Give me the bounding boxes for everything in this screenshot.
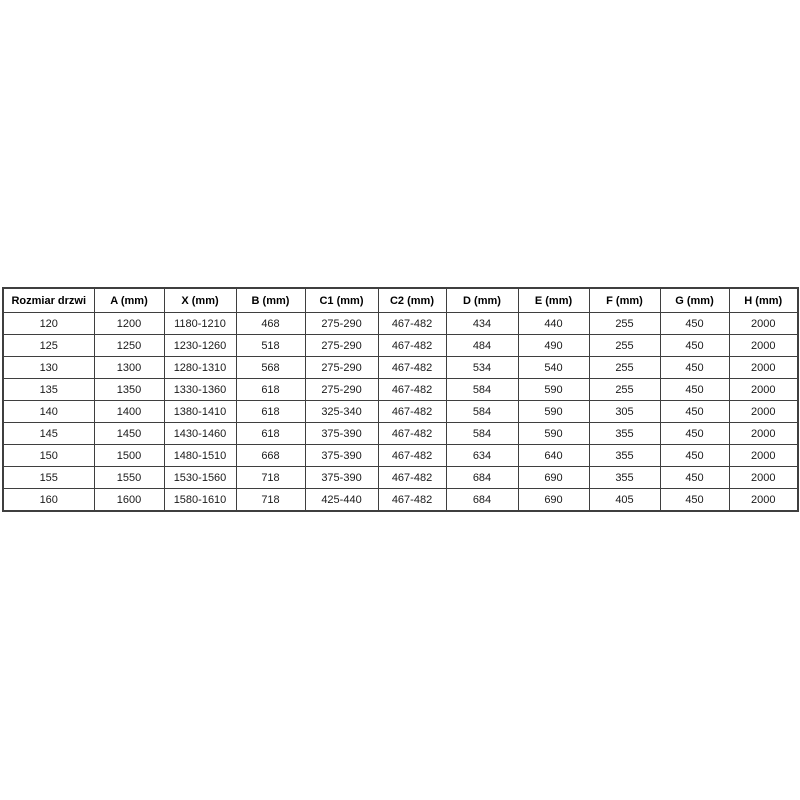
header-cell: E (mm) xyxy=(518,288,589,313)
table-cell: 255 xyxy=(589,313,660,335)
table-cell: 584 xyxy=(446,401,518,423)
table-cell: 2000 xyxy=(729,357,798,379)
table-row xyxy=(3,379,798,401)
table-cell: 467-482 xyxy=(378,467,446,489)
table-cell: 130 xyxy=(3,357,94,379)
table-cell: 1550 xyxy=(94,467,164,489)
table-cell: 255 xyxy=(589,335,660,357)
table-cell: 434 xyxy=(446,313,518,335)
table-cell: 145 xyxy=(3,423,94,445)
door-size-spec-table xyxy=(2,287,799,512)
table-cell: 2000 xyxy=(729,467,798,489)
header-cell: C2 (mm) xyxy=(378,288,446,313)
table-cell: 690 xyxy=(518,489,589,512)
header-cell: F (mm) xyxy=(589,288,660,313)
table-cell: 518 xyxy=(236,335,305,357)
table-cell: 467-482 xyxy=(378,489,446,512)
table-cell: 2000 xyxy=(729,313,798,335)
table-cell: 275-290 xyxy=(305,357,378,379)
table-cell: 275-290 xyxy=(305,379,378,401)
table-cell: 375-390 xyxy=(305,467,378,489)
table-cell: 1280-1310 xyxy=(164,357,236,379)
table-cell: 160 xyxy=(3,489,94,512)
table-cell: 1400 xyxy=(94,401,164,423)
table-cell: 590 xyxy=(518,423,589,445)
table-cell: 467-482 xyxy=(378,445,446,467)
table-cell: 450 xyxy=(660,335,729,357)
table-cell: 718 xyxy=(236,467,305,489)
table-cell: 1500 xyxy=(94,445,164,467)
table-cell: 467-482 xyxy=(378,357,446,379)
table-cell: 1300 xyxy=(94,357,164,379)
header-cell: X (mm) xyxy=(164,288,236,313)
table-cell: 490 xyxy=(518,335,589,357)
header-row xyxy=(3,288,798,313)
table-cell: 305 xyxy=(589,401,660,423)
table-cell: 468 xyxy=(236,313,305,335)
header-cell: G (mm) xyxy=(660,288,729,313)
header-cell: Rozmiar drzwi xyxy=(3,288,94,313)
table-cell: 618 xyxy=(236,401,305,423)
table-cell: 2000 xyxy=(729,423,798,445)
table-cell: 1480-1510 xyxy=(164,445,236,467)
table-cell: 450 xyxy=(660,445,729,467)
table-cell: 590 xyxy=(518,401,589,423)
table-cell: 467-482 xyxy=(378,379,446,401)
table-cell: 618 xyxy=(236,379,305,401)
table-cell: 450 xyxy=(660,401,729,423)
table-cell: 1330-1360 xyxy=(164,379,236,401)
table-cell: 584 xyxy=(446,379,518,401)
table-cell: 450 xyxy=(660,313,729,335)
table-cell: 618 xyxy=(236,423,305,445)
table-cell: 690 xyxy=(518,467,589,489)
table-cell: 1350 xyxy=(94,379,164,401)
table-cell: 325-340 xyxy=(305,401,378,423)
table-cell: 467-482 xyxy=(378,313,446,335)
header-cell: H (mm) xyxy=(729,288,798,313)
table-cell: 1430-1460 xyxy=(164,423,236,445)
table-cell: 1200 xyxy=(94,313,164,335)
table-cell: 355 xyxy=(589,467,660,489)
table-cell: 1450 xyxy=(94,423,164,445)
table-cell: 450 xyxy=(660,423,729,445)
table-cell: 375-390 xyxy=(305,423,378,445)
table-body xyxy=(3,313,798,512)
table-cell: 255 xyxy=(589,357,660,379)
table-cell: 584 xyxy=(446,423,518,445)
table-cell: 2000 xyxy=(729,379,798,401)
table-cell: 355 xyxy=(589,445,660,467)
table-cell: 140 xyxy=(3,401,94,423)
table-cell: 135 xyxy=(3,379,94,401)
table-cell: 684 xyxy=(446,467,518,489)
table-row xyxy=(3,357,798,379)
table-row xyxy=(3,401,798,423)
table-cell: 1230-1260 xyxy=(164,335,236,357)
table-cell: 668 xyxy=(236,445,305,467)
header-cell: D (mm) xyxy=(446,288,518,313)
table-cell: 2000 xyxy=(729,401,798,423)
table-cell: 590 xyxy=(518,379,589,401)
table-cell: 450 xyxy=(660,379,729,401)
table-cell: 120 xyxy=(3,313,94,335)
table-cell: 450 xyxy=(660,467,729,489)
table-cell: 1250 xyxy=(94,335,164,357)
table-cell: 275-290 xyxy=(305,313,378,335)
table-cell: 534 xyxy=(446,357,518,379)
table-cell: 2000 xyxy=(729,445,798,467)
table-cell: 405 xyxy=(589,489,660,512)
table-cell: 1180-1210 xyxy=(164,313,236,335)
table-cell: 355 xyxy=(589,423,660,445)
table-row xyxy=(3,313,798,335)
table-cell: 275-290 xyxy=(305,335,378,357)
table-cell: 1580-1610 xyxy=(164,489,236,512)
table-cell: 1530-1560 xyxy=(164,467,236,489)
table-cell: 568 xyxy=(236,357,305,379)
table-cell: 640 xyxy=(518,445,589,467)
table-cell: 484 xyxy=(446,335,518,357)
table-cell: 440 xyxy=(518,313,589,335)
table-cell: 1600 xyxy=(94,489,164,512)
table-cell: 467-482 xyxy=(378,401,446,423)
table-cell: 150 xyxy=(3,445,94,467)
table-cell: 375-390 xyxy=(305,445,378,467)
table-cell: 425-440 xyxy=(305,489,378,512)
table-cell: 467-482 xyxy=(378,335,446,357)
header-cell: B (mm) xyxy=(236,288,305,313)
table-cell: 155 xyxy=(3,467,94,489)
table-row xyxy=(3,445,798,467)
table-cell: 1380-1410 xyxy=(164,401,236,423)
table-row xyxy=(3,489,798,512)
table-cell: 450 xyxy=(660,357,729,379)
table-header xyxy=(3,288,798,313)
table-row xyxy=(3,467,798,489)
table-cell: 125 xyxy=(3,335,94,357)
table-row xyxy=(3,335,798,357)
table-cell: 718 xyxy=(236,489,305,512)
table-cell: 2000 xyxy=(729,489,798,512)
table-row xyxy=(3,423,798,445)
header-cell: C1 (mm) xyxy=(305,288,378,313)
table-cell: 634 xyxy=(446,445,518,467)
table-cell: 684 xyxy=(446,489,518,512)
table-cell: 255 xyxy=(589,379,660,401)
header-cell: A (mm) xyxy=(94,288,164,313)
table-cell: 450 xyxy=(660,489,729,512)
table-cell: 467-482 xyxy=(378,423,446,445)
table-cell: 2000 xyxy=(729,335,798,357)
table-cell: 540 xyxy=(518,357,589,379)
